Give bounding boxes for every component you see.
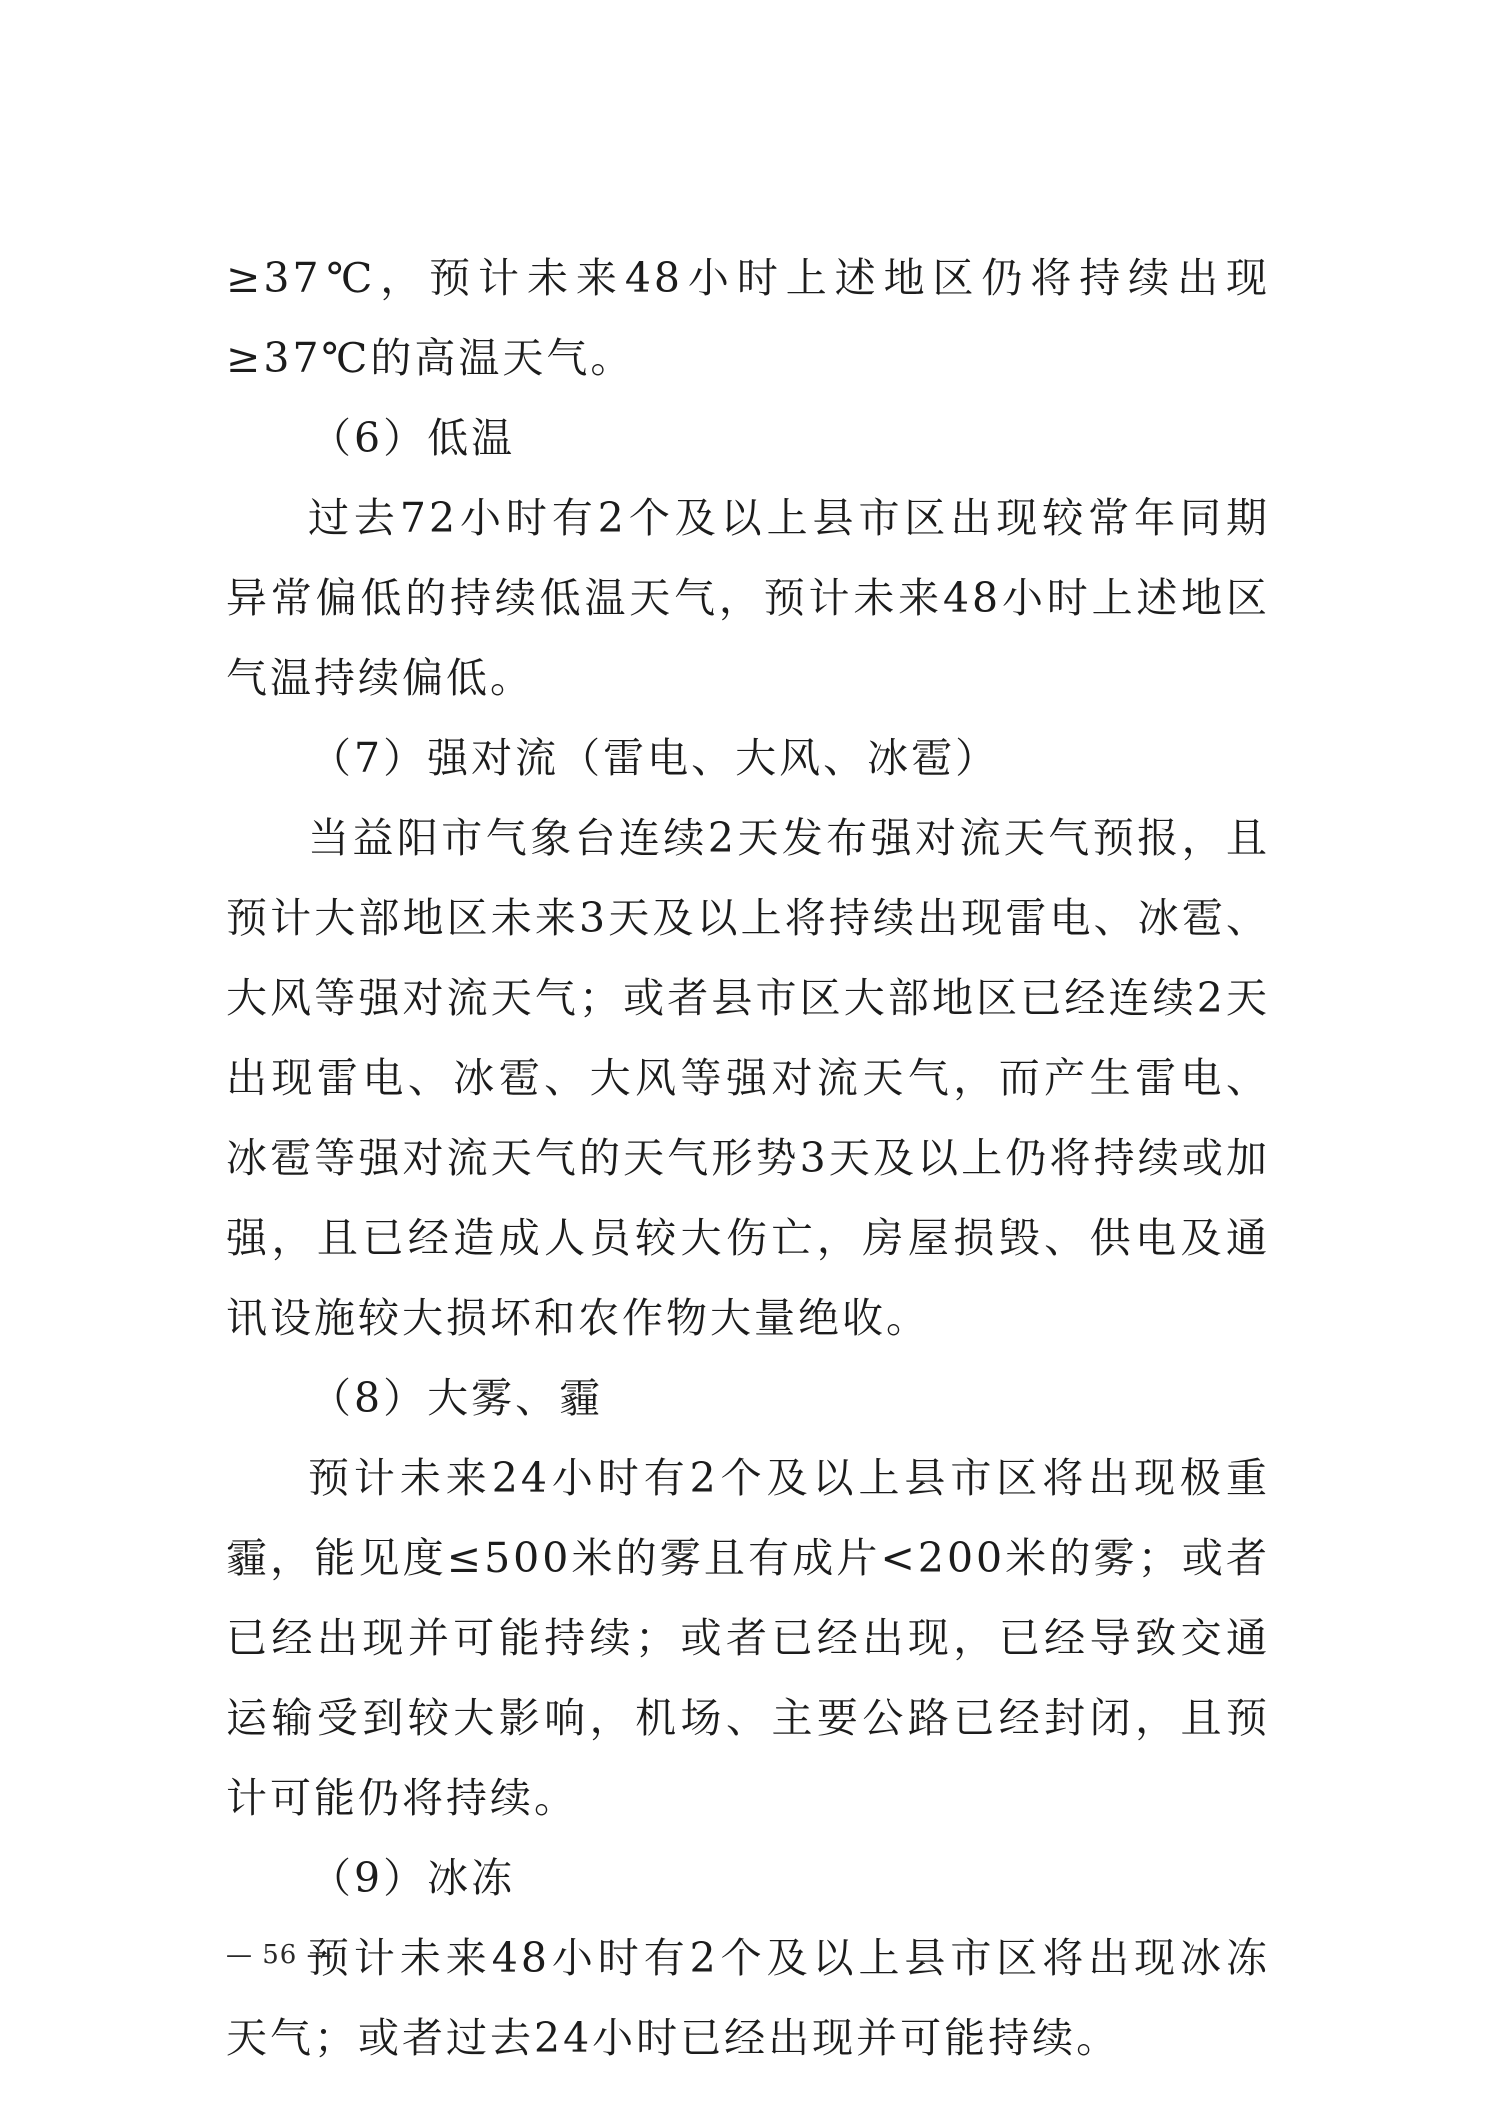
paragraph-severe-convection: 当益阳市气象台连续2天发布强对流天气预报，且预计大部地区未来3天及以上将持续出现雷电、冰雹、大风等强对流天气；或者县市区大部地区已经连续2天出现雷电、冰雹、大风等强对流天气，而产生雷电、冰雹等强对流天气的天气形势3天及以上仍将持续或加强，且已经造成人员较大伤亡，房屋损毁、供电及通讯设施较大损坏和农作物大量绝收。 xyxy=(226,814,1270,1342)
paragraph-fog-haze: 预计未来24小时有2个及以上县市区将出现极重霾，能见度≤500米的雾且有成片<200米的雾；或者已经出现并可能持续；或者已经出现，已经导致交通运输受到较大影响，机场、主要公路已经封闭，且预计可能仍将持续。 xyxy=(226,1454,1270,1822)
page-number: — 56 — xyxy=(226,1940,334,1970)
heading-severe-convection: （7）强对流（雷电、大风、冰雹） xyxy=(310,734,1000,782)
paragraph-high-temperature-continued: ≥37℃，预计未来48小时上述地区仍将持续出现≥37℃的高温天气。 xyxy=(226,254,1270,382)
paragraph-low-temperature: 过去72小时有2个及以上县市区出现较常年同期异常偏低的持续低温天气，预计未来48小时上述地区气温持续偏低。 xyxy=(226,494,1270,702)
paragraph-freezing: 预计未来48小时有2个及以上县市区将出现冰冻天气；或者过去24小时已经出现并可能持续。 xyxy=(226,1934,1270,2062)
heading-fog-haze: （8）大雾、霾 xyxy=(310,1374,604,1422)
heading-low-temperature: （6）低温 xyxy=(310,414,516,462)
heading-freezing: （9）冰冻 xyxy=(310,1854,516,1902)
document-body xyxy=(226,238,1270,2078)
